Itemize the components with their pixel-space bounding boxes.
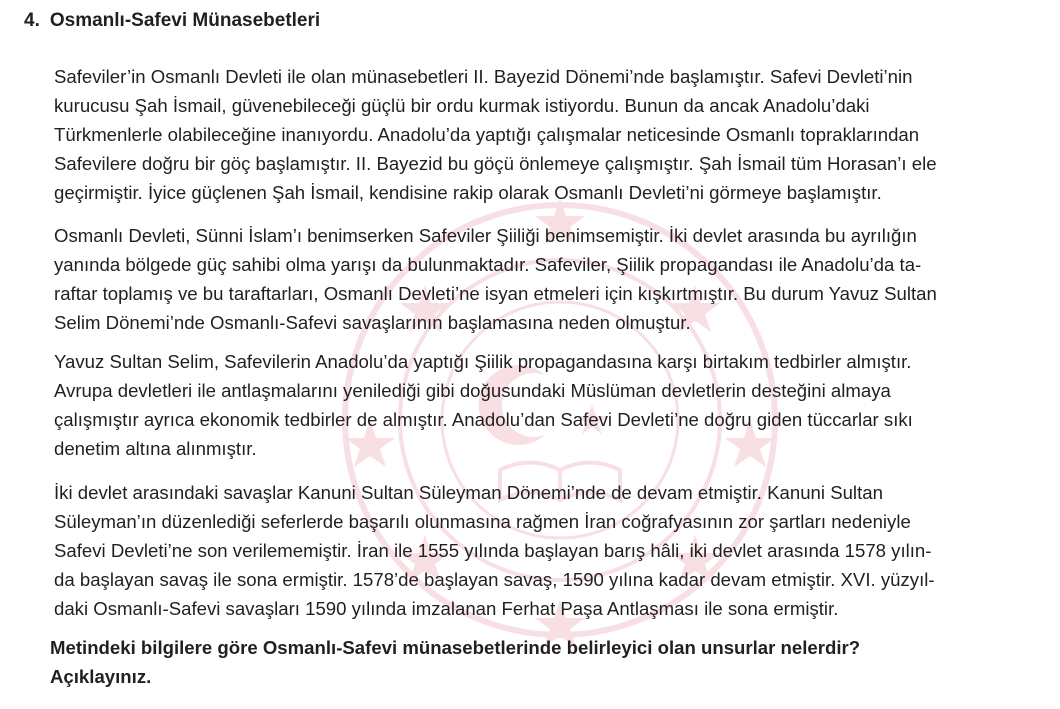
text-line: çalışmıştır ayrıca ekonomik tedbirler de almıştır. Anadolu’dan Safevi Devleti’ne doğru giden tüccarlar sıkı	[54, 409, 913, 430]
paragraph-2	[54, 221, 1050, 337]
text-line: Safevi Devleti’ne son verilememiştir. İran ile 1555 yılında başlayan barış hâli, iki devlet arasında 1578 yılın-	[54, 540, 932, 561]
text-line: geçirmiştir. İyice güçlenen Şah İsmail, kendisine rakip olarak Osmanlı Devleti’ni görmeye başlamıştır.	[54, 182, 882, 203]
text-line: Safeviler’in Osmanlı Devleti ile olan münasebetleri II. Bayezid Dönemi’nde başlamıştır. Safevi Devleti’nin	[54, 66, 913, 87]
text-line: yanında bölgede güç sahibi olma yarışı da bulunmaktadır. Safeviler, Şiilik propagandası ile Anadolu’da ta-	[54, 254, 922, 275]
text-line: denetim altına alınmıştır.	[54, 438, 257, 459]
text-line: Türkmenlerle olabileceğine inanıyordu. Anadolu’da yaptığı çalışmalar neticesinde Osmanlı topraklarından	[54, 124, 920, 145]
question-line: Açıklayınız.	[50, 666, 152, 687]
section-number: 4.	[24, 10, 40, 31]
section-heading	[24, 10, 320, 32]
question-prompt	[50, 633, 1050, 691]
text-line: Avrupa devletleri ile antlaşmalarını yenilediği gibi doğusundaki Müslüman devletlerin desteğini almaya	[54, 380, 891, 401]
paragraph-1	[54, 62, 1050, 207]
section-title: Osmanlı-Safevi Münasebetleri	[49, 10, 321, 31]
text-line: İki devlet arasındaki savaşlar Kanuni Sultan Süleyman Dönemi’nde de devam etmiştir. Kanuni Sultan	[54, 482, 883, 503]
text-line: Safevilere doğru bir göç başlamıştır. II. Bayezid bu göçü önlemeye çalışmıştır. Şah İsmail tüm Horasan’ı ele	[54, 153, 937, 174]
question-line: Metindeki bilgilere göre Osmanlı-Safevi münasebetlerinde belirleyici olan unsurlar nelerdir?	[50, 637, 861, 658]
text-line: da başlayan savaş ile sona ermiştir. 1578’de başlayan savaş, 1590 yılına kadar devam etmiştir. XVI. yüzyıl-	[54, 569, 935, 590]
text-line: Selim Dönemi’nde Osmanlı-Safevi savaşlarının başlamasına neden olmuştur.	[54, 312, 691, 333]
text-line: Süleyman’ın düzenlediği seferlerde başarılı olunmasına rağmen İran coğrafyasının zor şartları nedeniyle	[54, 511, 911, 532]
paragraph-3	[54, 347, 1050, 463]
text-line: kurucusu Şah İsmail, güvenebileceği güçlü bir ordu kurmak istiyordu. Bunun da ancak Anadolu’daki	[54, 95, 870, 116]
paragraph-4	[54, 478, 1050, 623]
text-line: Osmanlı Devleti, Sünni İslam’ı benimserken Safeviler Şiiliği benimsemiştir. İki devlet arasında bu ayrılığın	[54, 225, 917, 246]
text-line: daki Osmanlı-Safevi savaşları 1590 yılında imzalanan Ferhat Paşa Antlaşması ile sona ermiştir.	[54, 598, 839, 619]
text-line: raftar toplamış ve bu taraftarları, Osmanlı Devleti’ne isyan etmeleri için kışkırtmıştır. Bu durum Yavuz Sultan	[54, 283, 937, 304]
text-line: Yavuz Sultan Selim, Safevilerin Anadolu’da yaptığı Şiilik propagandasına karşı birtakım tedbirler almıştır.	[54, 351, 912, 372]
